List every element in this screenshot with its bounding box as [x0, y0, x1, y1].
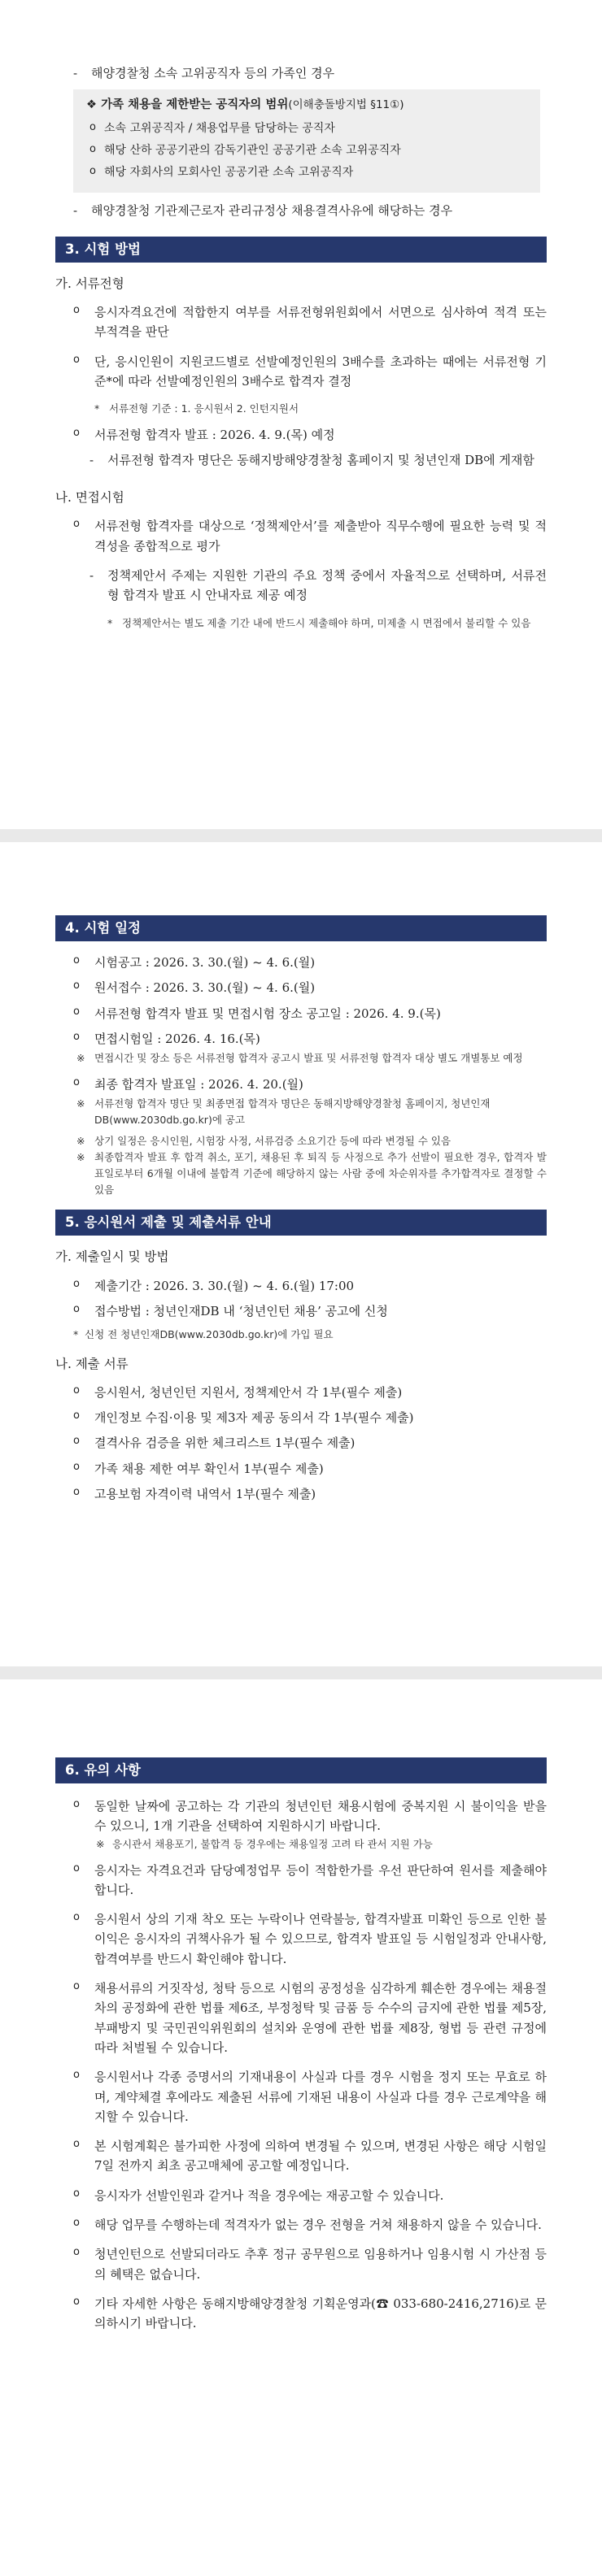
section-header-6: 6. 유의 사항	[55, 1757, 547, 1783]
box-title: ❖ 가족 채용을 제한받는 공직자의 범위(이해충돌방지법 §11①)	[86, 98, 404, 112]
list-item: o 동일한 날짜에 공고하는 각 기관의 청년인턴 채용시험에 중복지원 시 불이익을 받을 수 있으니, 1개 기관을 선택하여 지원하시기 바랍니다.	[73, 1798, 547, 1834]
section-header-5: 5. 응시원서 제출 및 제출서류 안내	[55, 1210, 547, 1236]
list-item: o 원서접수 : 2026. 3. 30.(월) ~ 4. 6.(월)	[73, 980, 316, 996]
section-header-4: 4. 시험 일정	[55, 915, 547, 941]
list-item: o 해당 업무를 수행하는데 적격자가 없는 경우 전형을 거쳐 채용하지 않을 수 있습니다.	[73, 2217, 542, 2233]
list-item: o 응시원서, 청년인턴 지원서, 정책제안서 각 1부(필수 제출)	[73, 1384, 403, 1400]
list-item: o 본 시험계획은 불가피한 사정에 의하여 변경될 수 있으며, 변경된 사항은 해당 시험일 7일 전까지 최초 공고매체에 공고할 예정입니다.	[73, 2138, 547, 2174]
box-item: o 소속 고위공직자 / 채용업무를 담당하는 공직자	[86, 118, 527, 140]
list-item: o 응시자는 자격요건과 담당예정업무 등이 적합한가를 우선 판단하여 원서를 제출해야 합니다.	[73, 1861, 547, 1897]
dash-item: - 정책제안서 주제는 지원한 기관의 주요 정책 중에서 자율적으로 선택하며, 서류전형 합격자 발표 시 안내자료 제공 예정	[89, 567, 547, 603]
list-item: o 응시원서나 각종 증명서의 기재내용이 사실과 다를 경우 시험을 정지 또는 무효로 하며, 계약체결 후에라도 제출된 서류에 기재된 내용이 사실과 다를 경우 근로계약을 해지할 수 있습니다.	[73, 2069, 547, 2124]
reference-note: ※ 상기 일정은 응시인원, 시험장 사정, 서류검증 소요기간 등에 따라 변경될 수 있음	[76, 1135, 452, 1148]
list-item: o 채용서류의 거짓작성, 청탁 등으로 시험의 공정성을 심각하게 훼손한 경우에는 채용절차의 공정화에 관한 법률 제6조, 부정청탁 및 금품 등 수수의 금지에 관한 법률 제5장, 부패방지 및 국민권익위원회의 설치와 운영에 관한 법률 제8장, 형법 등 관련 규정에 따라 처벌될 수 있습니다.	[73, 1980, 547, 2055]
list-item: o 제출기간 : 2026. 3. 30.(월) ~ 4. 6.(월) 17:00	[73, 1277, 355, 1293]
list-item: o 결격사유 검증을 위한 체크리스트 1부(필수 제출)	[73, 1435, 356, 1451]
list-item: o 고용보험 자격이력 내역서 1부(필수 제출)	[73, 1485, 316, 1501]
list-item: o 응시자가 선발인원과 같거나 적을 경우에는 재공고할 수 있습니다.	[73, 2187, 444, 2203]
list-item: o 기타 자세한 사항은 동해지방해양경찰청 기획운영과(☎ 033-680-2416,2716)로 문의하시기 바랍니다.	[73, 2295, 547, 2331]
section-header-3: 3. 시험 방법	[55, 237, 547, 263]
list-item: o 면접시험일 : 2026. 4. 16.(목)	[73, 1030, 260, 1046]
list-item: o 서류전형 합격자 발표 : 2026. 4. 9.(목) 예정	[73, 426, 335, 442]
reference-note: ※ 최종합격자 발표 후 합격 취소, 포기, 채용된 후 퇴직 등 사정으로 추가 선발이 필요한 경우, 합격자 발표일로부터 6개월 이내에 불합격 기준에 해당하지 않는 사람 중에 차순위자를 추가합격자로 결정할 수 있음	[76, 1151, 547, 1197]
page-3	[0, 1757, 602, 2344]
box-item: o 해당 산하 공공기관의 감독기관인 공공기관 소속 고위공직자	[86, 140, 527, 162]
reference-note: ※ 면접시간 및 장소 등은 서류전형 합격자 공고시 발표 및 서류전형 합격자 대상 별도 개별통보 예정	[76, 1052, 523, 1065]
list-item: o 시험공고 : 2026. 3. 30.(월) ~ 4. 6.(월)	[73, 954, 316, 970]
subsection-title: 가. 제출일시 및 방법	[55, 1249, 169, 1265]
list-item: o 서류전형 합격자 발표 및 면접시험 장소 공고일 : 2026. 4. 9.(목)	[73, 1005, 441, 1021]
page-separator	[0, 1666, 602, 1679]
dash-item: - 해양경찰청 소속 고위공직자 등의 가족인 경우	[73, 66, 335, 80]
list-item: o 접수방법 : 청년인재DB 내 ‘청년인턴 채용’ 공고에 신청	[73, 1302, 388, 1318]
list-item: o 가족 채용 제한 여부 확인서 1부(필수 제출)	[73, 1460, 324, 1476]
list-item: o 개인정보 수집·이용 및 제3자 제공 동의서 각 1부(필수 제출)	[73, 1409, 414, 1425]
list-item: o 최종 합격자 발표일 : 2026. 4. 20.(월)	[73, 1076, 303, 1093]
list-item: o 서류전형 합격자를 대상으로 ‘정책제안서’를 제출받아 직무수행에 필요한 능력 및 적격성을 종합적으로 평가	[73, 518, 547, 554]
reference-note: ※ 응시관서 채용포기, 불합격 등 경우에는 채용일정 고려 타 관서 지원 가능	[96, 1837, 433, 1850]
reference-note: ※ 서류전형 합격자 명단 및 최종면접 합격자 명단은 동해지방해양경찰청 홈페이지, 청년인재DB(www.2030db.go.kr)에 공고	[76, 1097, 491, 1127]
footnote: * 서류전형 기준 : 1. 응시원서 2. 인턴지원서	[94, 402, 299, 415]
list-item: o 청년인턴으로 선발되더라도 추후 정규 공무원으로 임용하거나 임용시험 시 가산점 등의 혜택은 없습니다.	[73, 2246, 547, 2282]
dash-item: - 서류전형 합격자 명단은 동해지방해양경찰청 홈페이지 및 청년인재 DB에 게재함	[89, 452, 534, 467]
footnote: * 정책제안서는 별도 제출 기간 내에 반드시 제출해야 하며, 미제출 시 면접에서 불리할 수 있음	[107, 616, 531, 629]
list-item: o 단, 응시인원이 지원코드별로 선발예정인원의 3배수를 초과하는 때에는 서류전형 기준*에 따라 선발예정인원의 3배수로 합격자 결정	[73, 353, 547, 389]
footnote: * 신청 전 청년인재DB(www.2030db.go.kr)에 가입 필요	[73, 1328, 334, 1341]
list-item: o 응시자격요건에 적합한지 여부를 서류전형위원회에서 서면으로 심사하여 적격 또는 부적격을 판단	[73, 304, 547, 340]
page-1	[0, 60, 602, 639]
dash-item: - 해양경찰청 기관제근로자 관리규정상 채용결격사유에 해당하는 경우	[73, 202, 453, 218]
subsection-title: 나. 제출 서류	[55, 1356, 129, 1371]
box-item: o 해당 자회사의 모회사인 공공기관 소속 고위공직자	[86, 162, 527, 184]
page-separator	[0, 829, 602, 842]
page-2	[0, 915, 602, 1510]
family-restriction-box	[73, 89, 540, 192]
subsection-title: 나. 면접시험	[55, 490, 124, 506]
subsection-title: 가. 서류전형	[55, 276, 124, 291]
list-item: o 응시원서 상의 기재 착오 또는 누락이나 연락불능, 합격자발표 미확인 등으로 인한 불이익은 응시자의 귀책사유가 될 수 있으므로, 합격자 발표일 등 시험일정과 안내사항, 합격여부를 반드시 확인해야 합니다.	[73, 1911, 547, 1966]
